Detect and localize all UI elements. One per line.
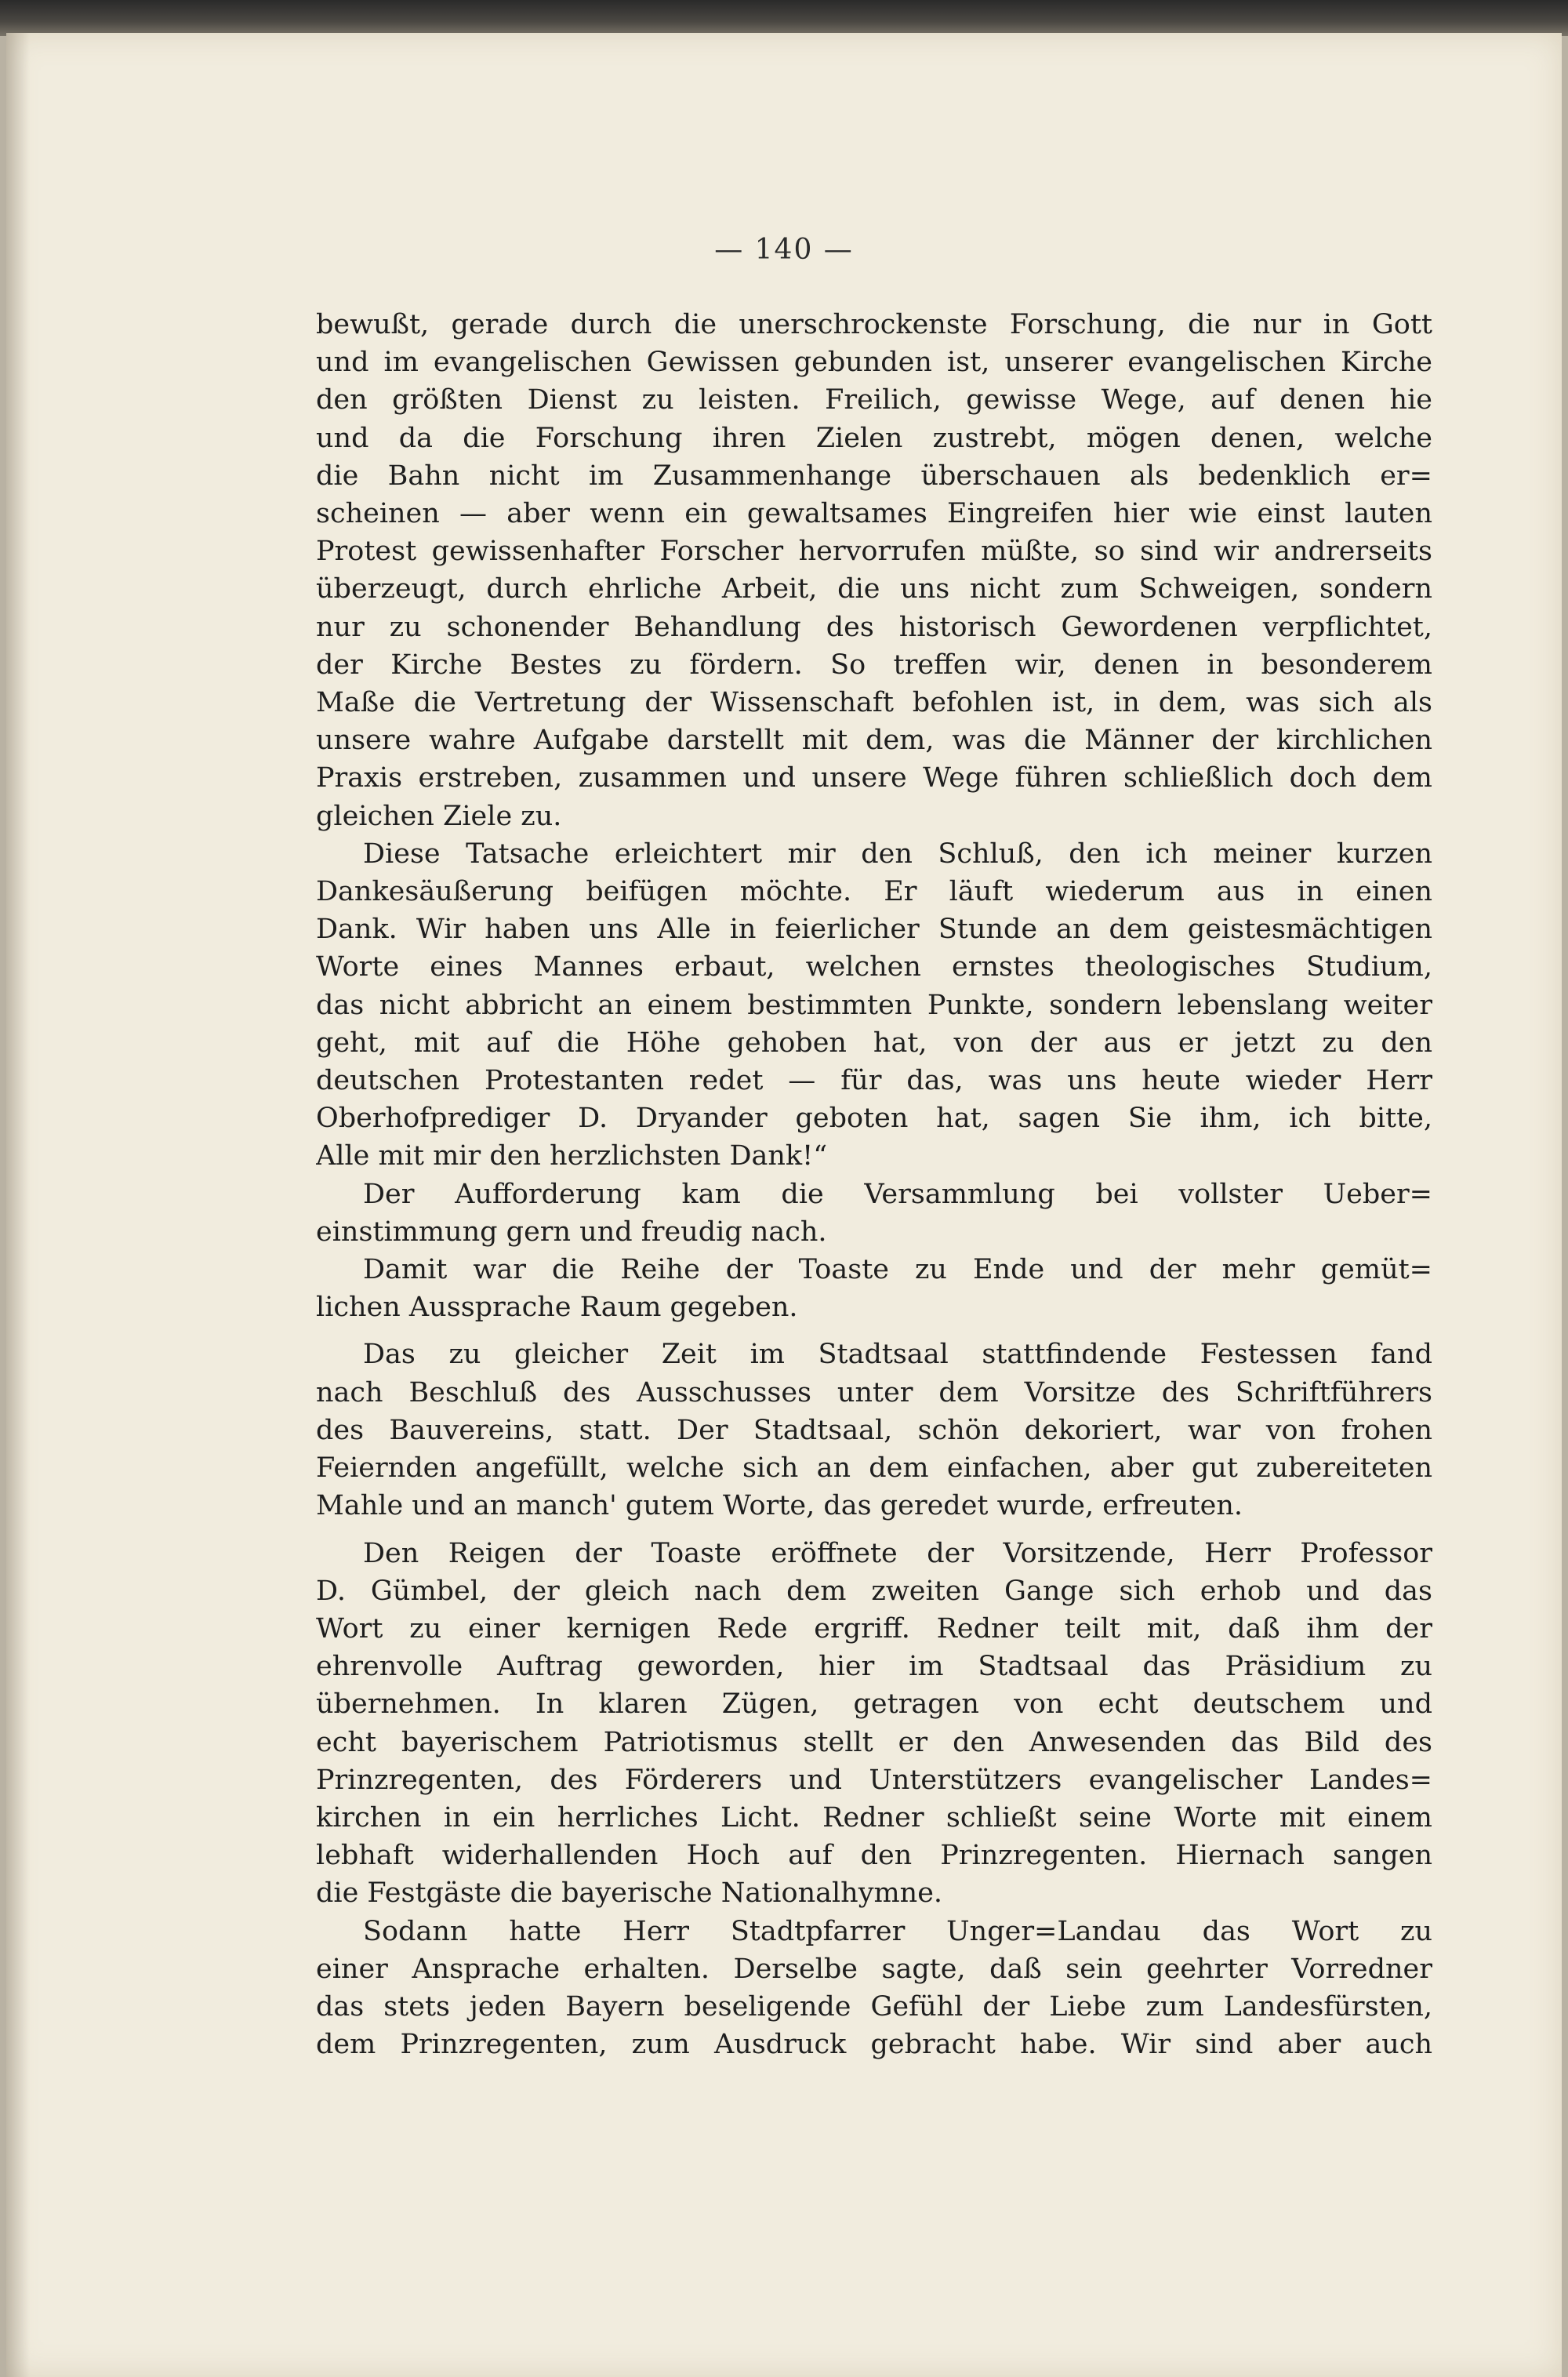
page-gutter-shadow xyxy=(6,33,30,2377)
text-line: Dank. Wir haben uns Alle in feierlicher Stunde an dem geistesmächtigen xyxy=(316,914,1432,946)
paragraph xyxy=(316,835,1432,1176)
text-line: echt bayerischem Patriotismus stellt er den Anwesenden das Bild des xyxy=(316,1726,1432,1758)
text-line: die Bahn nicht im Zusammenhange überschauen als bedenklich er= xyxy=(316,460,1432,492)
text-line: Feiernden angefüllt, welche sich an dem einfachen, aber gut zubereiteten xyxy=(316,1452,1432,1485)
text-line: Damit war die Reihe der Toaste zu Ende und der mehr gemüt= xyxy=(363,1254,1432,1286)
text-line: Praxis erstreben, zusammen und unsere Wege führen schließlich doch dem xyxy=(316,762,1432,794)
text-line: lichen Aussprache Raum gegeben. xyxy=(316,1292,798,1324)
text-line: unsere wahre Aufgabe darstellt mit dem, was die Männer der kirchlichen xyxy=(316,725,1432,757)
scan-top-strip xyxy=(0,0,1568,36)
text-line: nach Beschluß des Ausschusses unter dem Vorsitze des Schriftführers xyxy=(316,1376,1432,1408)
paragraph xyxy=(316,1535,1432,1913)
text-line: den größten Dienst zu leisten. Freilich, gewisse Wege, auf denen hie xyxy=(316,384,1432,416)
text-line: Oberhofprediger D. Dryander geboten hat, sagen Sie ihm, ich bitte, xyxy=(316,1103,1432,1135)
text-line: das stets jeden Bayern beseligende Gefühl der Liebe zum Landesfürsten, xyxy=(316,1990,1432,2023)
text-line: kirchen in ein herrliches Licht. Redner schließt seine Worte mit einem xyxy=(316,1801,1432,1834)
text-line: des Bauvereins, statt. Der Stadtsaal, schön dekoriert, war von frohen xyxy=(316,1414,1432,1446)
text-line: Wort zu einer kernigen Rede ergriff. Redner teilt mit, daß ihm der xyxy=(316,1612,1432,1645)
text-line: Alle mit mir den herzlichsten Dank!“ xyxy=(316,1140,828,1172)
text-line: Dankesäußerung beifügen möchte. Er läuft wiederum aus in einen xyxy=(316,876,1432,908)
text-line: Diese Tatsache erleichtert mir den Schluß, den ich meiner kurzen xyxy=(363,838,1432,870)
text-line: und da die Forschung ihren Zielen zustrebt, mögen denen, welche xyxy=(316,422,1432,454)
text-line: Mahle und an manch' gutem Worte, das geredet wurde, erfreuten. xyxy=(316,1490,1243,1522)
paragraph xyxy=(316,1251,1432,1326)
paragraph xyxy=(316,1336,1432,1525)
text-line: nur zu schonender Behandlung des historisch Gewordenen verpflichtet, xyxy=(316,611,1432,643)
paragraph xyxy=(316,1913,1432,2064)
text-line: überzeugt, durch ehrliche Arbeit, die uns nicht zum Schweigen, sondern xyxy=(316,573,1432,605)
text-line: scheinen — aber wenn ein gewaltsames Eingreifen hier wie einst lauten xyxy=(316,498,1432,530)
text-line: übernehmen. In klaren Zügen, getragen von echt deutschem und xyxy=(316,1688,1432,1721)
text-line: Worte eines Mannes erbaut, welchen ernstes theologisches Studium, xyxy=(316,951,1432,983)
paragraph xyxy=(316,1176,1432,1251)
text-line: die Festgäste die bayerische Nationalhymne. xyxy=(316,1877,943,1910)
text-line: bewußt, gerade durch die unerschrockenste Forschung, die nur in Gott xyxy=(316,309,1432,340)
text-line: Das zu gleicher Zeit im Stadtsaal stattfindende Festessen fand xyxy=(363,1339,1432,1371)
text-line: geht, mit auf die Höhe gehoben hat, von der aus er jetzt zu den xyxy=(316,1027,1432,1059)
text-line: der Kirche Bestes zu fördern. So treffen wir, denen in besonderem xyxy=(316,649,1432,681)
text-line: Prinzregenten, des Förderers und Unterstützers evangelischer Landes= xyxy=(316,1764,1432,1796)
paragraph-gap xyxy=(316,1525,1432,1535)
text-line: einstimmung gern und freudig nach. xyxy=(316,1216,827,1248)
text-line: ehrenvolle Auftrag geworden, hier im Stadtsaal das Präsidium zu xyxy=(316,1651,1432,1683)
page-number: — 140 — xyxy=(714,234,854,266)
paragraph-gap xyxy=(316,1326,1432,1336)
text-line: Der Aufforderung kam die Versammlung bei vollster Ueber= xyxy=(363,1178,1432,1210)
text-line: D. Gümbel, der gleich nach dem zweiten Gange sich erhob und das xyxy=(316,1575,1432,1607)
paragraph xyxy=(316,306,1432,835)
text-line: Protest gewissenhafter Forscher hervorrufen müßte, so sind wir andrerseits xyxy=(316,536,1432,568)
text-line: das nicht abbricht an einem bestimmten Punkte, sondern lebenslang weiter xyxy=(316,989,1432,1021)
text-line: einer Ansprache erhalten. Derselbe sagte, daß sein geehrter Vorredner xyxy=(316,1953,1432,1985)
text-line: lebhaft widerhallenden Hoch auf den Prinzregenten. Hiernach sangen xyxy=(316,1840,1432,1872)
text-line: gleichen Ziele zu. xyxy=(316,800,562,832)
text-line: Maße die Vertretung der Wissenschaft befohlen ist, in dem, was sich als xyxy=(316,687,1432,719)
text-line: Den Reigen der Toaste eröffnete der Vorsitzende, Herr Professor xyxy=(363,1537,1432,1569)
body-text xyxy=(316,306,1432,2063)
text-line: und im evangelischen Gewissen gebunden ist, unserer evangelischen Kirche xyxy=(316,347,1432,379)
text-line: dem Prinzregenten, zum Ausdruck gebracht habe. Wir sind aber auch xyxy=(316,2029,1432,2061)
text-line: deutschen Protestanten redet — für das, was uns heute wieder Herr xyxy=(316,1065,1432,1097)
text-line: Sodann hatte Herr Stadtpfarrer Unger=Landau das Wort zu xyxy=(363,1915,1432,1947)
